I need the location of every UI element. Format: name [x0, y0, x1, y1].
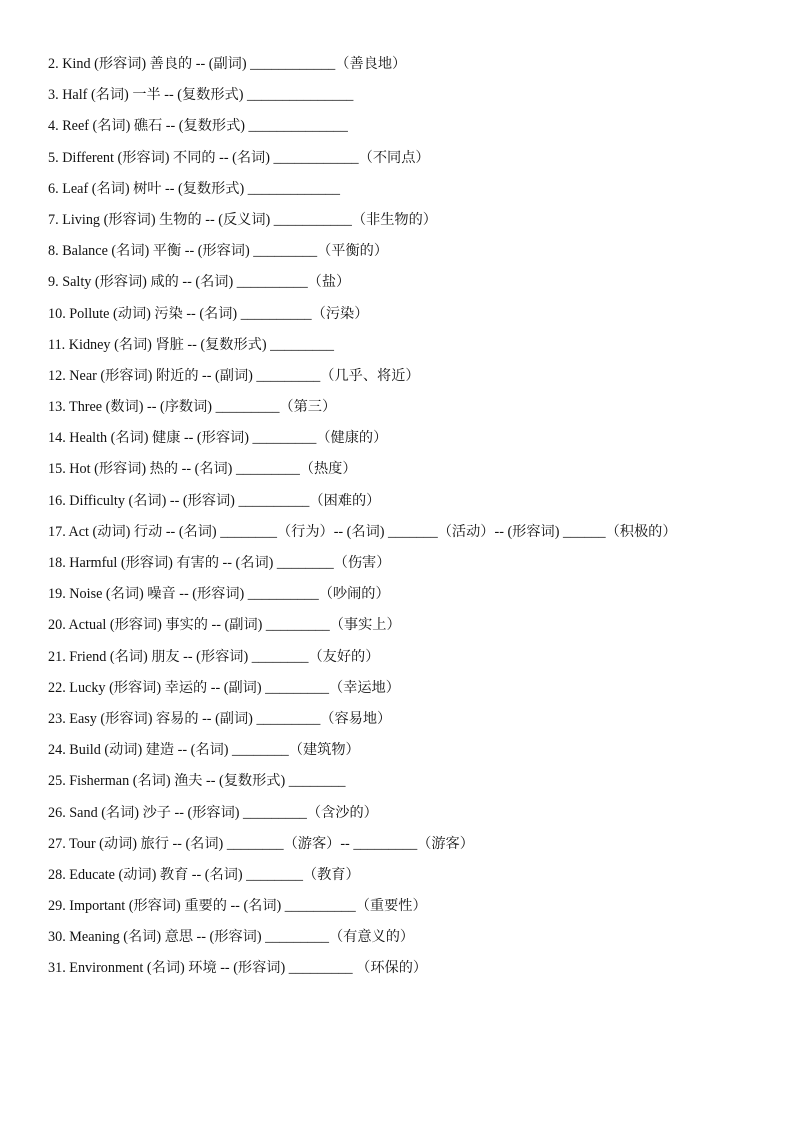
- exercise-line-20: 20. Actual (形容词) 事实的 -- (副词) _________（事实上）: [48, 617, 401, 634]
- exercise-line-28: 28. Educate (动词) 教育 -- (名词) ________（教育）: [48, 866, 360, 883]
- exercise-line-8: 8. Balance (名词) 平衡 -- (形容词) _________（平衡的）: [48, 243, 389, 260]
- exercise-line-21: 21. Friend (名词) 朋友 -- (形容词) ________（友好的）: [48, 648, 380, 665]
- exercise-line-26: 26. Sand (名词) 沙子 -- (形容词) _________（含沙的）: [48, 804, 378, 821]
- exercise-line-7: 7. Living (形容词) 生物的 -- (反义词) ___________（非生物的）: [48, 211, 437, 228]
- exercise-line-16: 16. Difficulty (名词) -- (形容词) __________（困难的）: [48, 492, 381, 509]
- exercise-line-9: 9. Salty (形容词) 咸的 -- (名词) __________（盐）: [48, 274, 351, 291]
- exercise-line-15: 15. Hot (形容词) 热的 -- (名词) _________（热度）: [48, 461, 357, 478]
- exercise-line-22: 22. Lucky (形容词) 幸运的 -- (副词) _________（幸运地）: [48, 679, 400, 696]
- exercise-line-24: 24. Build (动词) 建造 -- (名词) ________（建筑物）: [48, 742, 360, 759]
- vocabulary-worksheet: [48, 49, 788, 985]
- exercise-line-11: 11. Kidney (名词) 肾脏 -- (复数形式) _________: [48, 336, 334, 353]
- exercise-line-19: 19. Noise (名词) 噪音 -- (形容词) __________（吵闹的）: [48, 586, 390, 603]
- exercise-line-3: 3. Half (名词) 一半 -- (复数形式) _______________: [48, 87, 354, 104]
- exercise-line-13: 13. Three (数词) -- (序数词) _________（第三）: [48, 399, 337, 416]
- exercise-line-17: 17. Act (动词) 行动 -- (名词) ________（行为）-- (名词) _______（活动）-- (形容词) ______（积极的）: [48, 523, 677, 540]
- exercise-line-25: 25. Fisherman (名词) 渔夫 -- (复数形式) ________: [48, 773, 346, 790]
- exercise-line-30: 30. Meaning (名词) 意思 -- (形容词) _________（有意义的）: [48, 929, 415, 946]
- exercise-line-27: 27. Tour (动词) 旅行 -- (名词) ________（游客）-- _________（游客）: [48, 835, 474, 852]
- exercise-line-29: 29. Important (形容词) 重要的 -- (名词) __________（重要性）: [48, 898, 427, 915]
- exercise-line-6: 6. Leaf (名词) 树叶 -- (复数形式) _____________: [48, 180, 340, 197]
- exercise-line-18: 18. Harmful (形容词) 有害的 -- (名词) ________（伤害）: [48, 555, 391, 571]
- exercise-line-5: 5. Different (形容词) 不同的 -- (名词) ____________（不同点）: [48, 149, 430, 166]
- exercise-line-2: 2. Kind (形容词) 善良的 -- (副词) ____________（善良地）: [48, 56, 407, 72]
- exercise-line-23: 23. Easy (形容词) 容易的 -- (副词) _________（容易地）: [48, 710, 392, 727]
- exercise-line-12: 12. Near (形容词) 附近的 -- (副词) _________（几乎、将近）: [48, 367, 420, 384]
- exercise-line-31: 31. Environment (名词) 环境 -- (形容词) _________ （环保的）: [48, 960, 428, 977]
- exercise-line-10: 10. Pollute (动词) 污染 -- (名词) __________（污染）: [48, 305, 369, 322]
- exercise-line-4: 4. Reef (名词) 礁石 -- (复数形式) ______________: [48, 118, 348, 135]
- exercise-line-14: 14. Health (名词) 健康 -- (形容词) _________（健康的）: [48, 430, 388, 447]
